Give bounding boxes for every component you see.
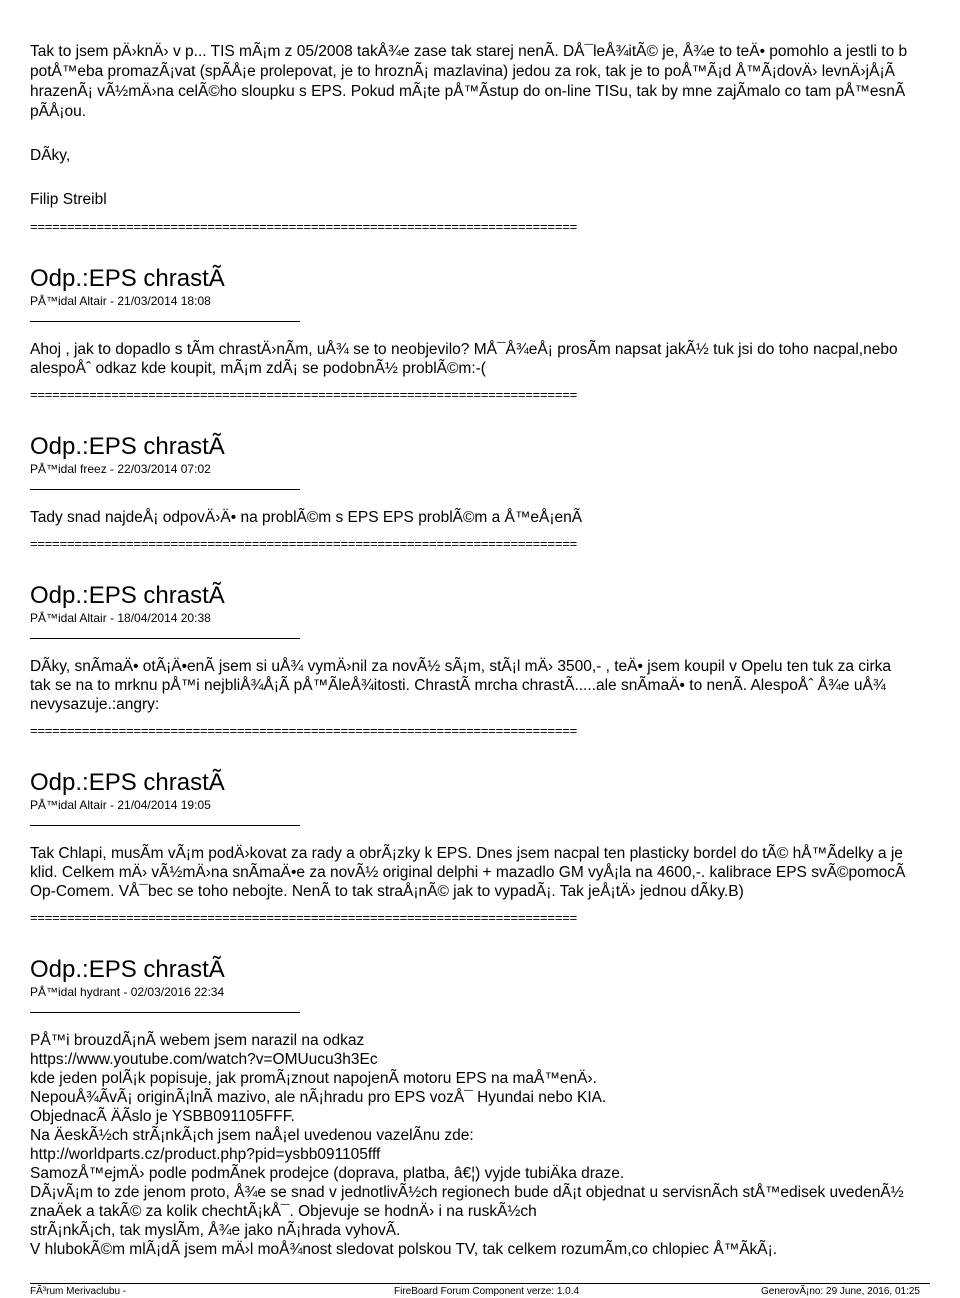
intro-thanks: DÃky, (30, 147, 71, 164)
separator: ========================================================================== (30, 387, 577, 402)
post-body (30, 340, 960, 378)
intro-line: hrazenÃ¡ vÃ½mÄ›na celÃ©ho sloupku s EPS. Pokud mÃ¡te pÅ™Ãstup do on-line TISu, tak by mne zajÃmalo co tam pÅ™esnÃ (30, 83, 906, 100)
document-body (30, 42, 960, 1259)
footer-forum-name: FÃ³rum Merivaclubu - (30, 1286, 127, 1297)
post-line: strÃ¡nkÃ¡ch, tak myslÃm, Å¾e jako nÃ¡hrada vyhovÃ. (30, 1222, 401, 1239)
post-meta: PÅ™idal Altair - 18/04/2014 20:38 (30, 611, 211, 625)
intro-text (30, 42, 960, 122)
post-line: klid. Celkem mÄ› vÃ½mÄ›na snÃmaÄ•e za novÃ½ original delphi + mazadlo GM vyÅ¡la na 4600,-. kalibrace EPS svÃ©pomocÃ (30, 864, 906, 881)
intro-signature: Filip Streibl (30, 191, 107, 208)
post-title: Odp.:EPS chrastÃ (30, 433, 225, 460)
post-line: Tady snad najdeÅ¡ odpovÄ›Ä• na problÃ©m s EPS EPS problÃ©m a Å™eÅ¡enÃ (30, 509, 583, 526)
post-body (30, 508, 960, 527)
intro-line: Tak to jsem pÄ›knÄ› v p... TIS mÃ¡m z 05/2008 takÅ¾e zase tak starej nenÃ. DÅ¯leÅ¾itÃ© je, Å¾e to teÄ• pomohlo a jestli to b (30, 43, 908, 60)
post (30, 583, 960, 738)
post-line: Na ÄeskÃ½ch strÃ¡nkÃ¡ch jsem naÅ¡el uvedenou vazelÃnu zde: (30, 1127, 474, 1144)
post-meta: PÅ™idal Altair - 21/03/2014 18:08 (30, 294, 211, 308)
post-meta: PÅ™idal hydrant - 02/03/2016 22:34 (30, 985, 225, 999)
post-title: Odp.:EPS chrastÃ (30, 265, 225, 292)
post-meta: PÅ™idal freez - 22/03/2014 07:02 (30, 462, 211, 476)
post-body (30, 1031, 960, 1259)
post-divider (30, 321, 300, 322)
post-body (30, 657, 960, 714)
post-line: Ahoj , jak to dopadlo s tÃm chrastÄ›nÃm, uÅ¾ se to neobjevilo? MÅ¯Å¾eÅ¡ prosÃm napsat jakÃ½ tuk jsi do toho nacpal,nebo (30, 341, 898, 358)
post (30, 434, 960, 551)
post-line: NepouÅ¾ÃvÃ¡ originÃ¡lnÃ mazivo, ale nÃ¡hradu pro EPS vozÅ¯ Hyundai nebo KIA. (30, 1089, 607, 1106)
post-divider (30, 1012, 300, 1013)
post-title: Odp.:EPS chrastÃ (30, 582, 225, 609)
post-line: DÃ¡vÃ¡m to zde jenom proto, Å¾e se snad v jednotlivÃ½ch regionech bude dÃ¡t objednat u servisnÃch stÅ™edisek uvedenÃ½ (30, 1184, 904, 1201)
separator: ========================================================================== (30, 723, 577, 738)
post-line: SamozÅ™ejmÄ› podle podmÃnek prodejce (doprava, platba, â€¦) vyjde tubiÄka draze. (30, 1165, 625, 1182)
post-line: Op-Comem. VÅ¯bec se toho nebojte. NenÃ to tak straÅ¡nÃ© jak to vypadÃ¡. Tak jeÅ¡tÄ› jednou dÃky.B) (30, 883, 744, 900)
post-body (30, 844, 960, 901)
post-title: Odp.:EPS chrastÃ (30, 956, 225, 983)
post-link[interactable]: http://worldparts.cz/product.php?pid=ysbb091105fff (30, 1146, 381, 1163)
intro-line: potÅ™eba promazÃ¡vat (spÃÅ¡e prolepovat, je to hroznÃ¡ mazlavina) jedou za rok, tak je to poÅ™Ã¡d Å™Ã¡dovÄ› levnÄ›jÅ¡Ã (30, 63, 895, 80)
post-line: tak se na to mrknu pÅ™i nejbliÅ¾Å¡Ã pÅ™ÃleÅ¾itosti. ChrastÃ mrcha chrastÃ.....ale snÃmaÄ• to nenÃ. AlespoÅˆ Å¾e uÅ¾ (30, 677, 886, 694)
post (30, 770, 960, 925)
separator: ========================================================================== (30, 219, 577, 234)
separator: ========================================================================== (30, 536, 577, 551)
post-line: nevysazuje.:angry: (30, 696, 160, 713)
post-line: ObjednacÃ ÄÃslo je YSBB091105FFF. (30, 1108, 295, 1125)
post-line: Tak Chlapi, musÃm vÃ¡m podÄ›kovat za rady a obrÃ¡zky k EPS. Dnes jsem nacpal ten plasticky bordel do tÃ© hÅ™Ãdelky a je (30, 845, 903, 862)
post-line: DÃky, snÃmaÄ• otÃ¡Ä•enÃ jsem si uÅ¾ vymÄ›nil za novÃ½ sÃ¡m, stÃ¡l mÄ› 3500,- , teÄ• jsem koupil v Opelu ten tuk za cirka (30, 658, 892, 675)
footer-component: FireBoard Forum Component verze: 1.0.4 (394, 1286, 580, 1297)
post-line: PÅ™i brouzdÃ¡nÃ webem jsem narazil na odkaz (30, 1032, 365, 1049)
post-divider (30, 825, 300, 826)
post-link[interactable]: https://www.youtube.com/watch?v=OMUucu3h3Ec (30, 1051, 378, 1068)
post-divider (30, 638, 300, 639)
separator: ========================================================================== (30, 910, 577, 925)
post-line: kde jeden polÃ¡k popisuje, jak promÃ¡znout napojenÃ motoru EPS na maÅ™enÄ›. (30, 1070, 597, 1087)
post (30, 266, 960, 402)
post-line: znaÄek a takÃ© za kolik chechtÃ¡kÅ¯. Objevuje se hodnÄ› i na ruskÃ½ch (30, 1203, 537, 1220)
post-line: V hlubokÃ©m mlÃ¡dÃ jsem mÄ›l moÅ¾nost sledovat polskou TV, tak celkem rozumÃm,co chlopiec Å™ÃkÃ¡. (30, 1241, 778, 1258)
post (30, 957, 960, 1259)
page-footer (30, 1283, 930, 1298)
post-line: alespoÅˆ odkaz kde koupit, mÃ¡m zdÃ¡ se podobnÃ½ problÃ©m:-( (30, 360, 486, 377)
post-meta: PÅ™idal Altair - 21/04/2014 19:05 (30, 798, 211, 812)
footer-generated: GenerovÃ¡no: 29 June, 2016, 01:25 (760, 1286, 920, 1297)
post-divider (30, 489, 300, 490)
intro-line: pÃÅ¡ou. (30, 103, 87, 120)
post-title: Odp.:EPS chrastÃ (30, 769, 225, 796)
